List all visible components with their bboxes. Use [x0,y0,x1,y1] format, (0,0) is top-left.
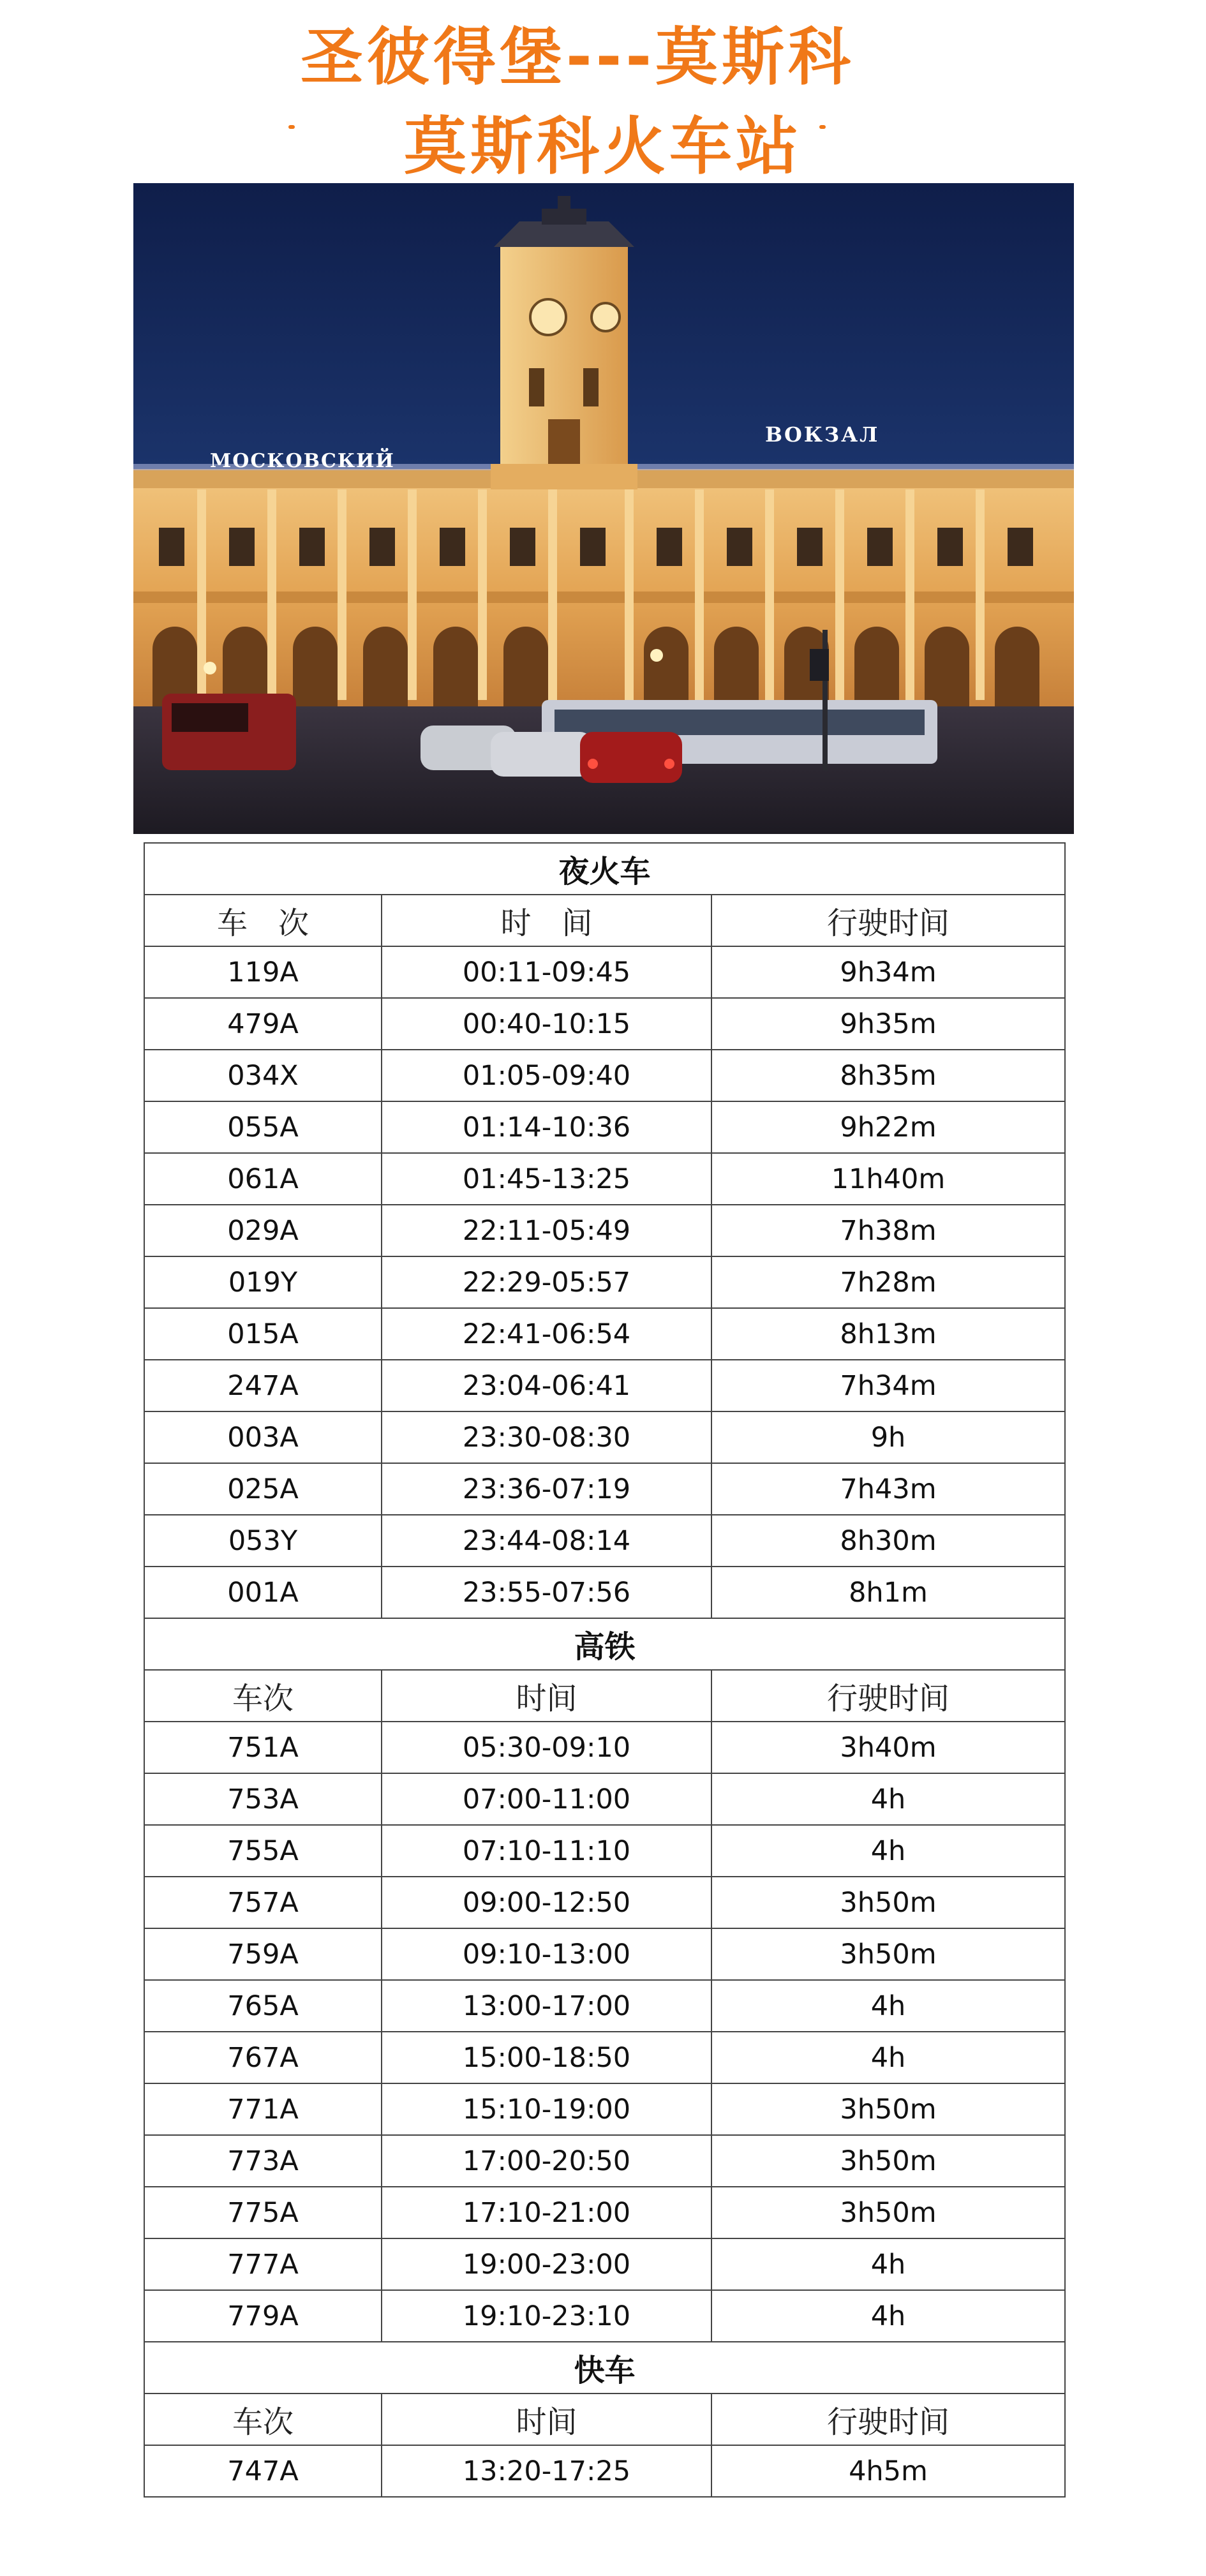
train-number-cell: 015A [144,1308,382,1360]
travel-duration-cell: 9h34m [711,946,1065,998]
table-row [144,1825,1065,1877]
page-title: 圣彼得堡---莫斯科 [300,21,855,94]
train-number-cell: 479A [144,998,382,1050]
schedule-time-cell: 09:10-13:00 [382,1928,711,1980]
schedule-time-cell: 22:11-05:49 [382,1205,711,1256]
schedule-time-cell: 23:04-06:41 [382,1360,711,1411]
train-number-cell: 777A [144,2238,382,2290]
page-subtitle: 莫斯科火车站 [403,110,802,183]
train-number-cell: 003A [144,1411,382,1463]
table-row [144,1722,1065,1773]
table-row [144,1928,1065,1980]
travel-duration-cell: 3h50m [711,2187,1065,2238]
schedule-time-cell: 01:45-13:25 [382,1153,711,1205]
table-row [144,946,1065,998]
train-number-cell: 747A [144,2445,382,2497]
table-row [144,2238,1065,2290]
train-number-cell: 753A [144,1773,382,1825]
column-header: 行驶时间 [711,1670,1065,1722]
column-header-row [144,1670,1065,1722]
schedule-time-cell: 19:10-23:10 [382,2290,711,2342]
schedule-time-cell: 17:00-20:50 [382,2135,711,2187]
table-row [144,2135,1065,2187]
station-photo [133,183,1074,834]
table-row [144,998,1065,1050]
travel-duration-cell: 4h5m [711,2445,1065,2497]
schedule-time-cell: 13:20-17:25 [382,2445,711,2497]
schedule-time-cell: 05:30-09:10 [382,1722,711,1773]
table-row [144,1101,1065,1153]
section-title: 夜火车 [144,843,1065,895]
train-number-cell: 751A [144,1722,382,1773]
travel-duration-cell: 7h34m [711,1360,1065,1411]
train-number-cell: 053Y [144,1515,382,1567]
travel-duration-cell: 3h50m [711,2135,1065,2187]
travel-duration-cell: 8h30m [711,1515,1065,1567]
train-number-cell: 755A [144,1825,382,1877]
section-title-row [144,1618,1065,1670]
schedule-time-cell: 19:00-23:00 [382,2238,711,2290]
schedule-time-cell: 13:00-17:00 [382,1980,711,2032]
travel-duration-cell: 4h [711,1825,1065,1877]
travel-duration-cell: 4h [711,2290,1065,2342]
train-number-cell: 759A [144,1928,382,1980]
schedule-time-cell: 17:10-21:00 [382,2187,711,2238]
schedule-time-cell: 15:00-18:50 [382,2032,711,2083]
travel-duration-cell: 3h40m [711,1722,1065,1773]
train-number-cell: 773A [144,2135,382,2187]
column-header: 车次 [144,2394,382,2445]
schedule-time-cell: 07:10-11:10 [382,1825,711,1877]
train-number-cell: 765A [144,1980,382,2032]
train-number-cell: 779A [144,2290,382,2342]
section-title-row [144,843,1065,895]
travel-duration-cell: 4h [711,1773,1065,1825]
column-header: 时间 [382,1670,711,1722]
travel-duration-cell: 11h40m [711,1153,1065,1205]
schedule-time-cell: 23:55-07:56 [382,1567,711,1618]
table-row [144,1205,1065,1256]
travel-duration-cell: 8h35m [711,1050,1065,1101]
table-row [144,1567,1065,1618]
sign-left: МОСКОВСКИЙ [210,450,395,472]
section-title-row [144,2342,1065,2394]
schedule-time-cell: 15:10-19:00 [382,2083,711,2135]
travel-duration-cell: 8h1m [711,1567,1065,1618]
schedule-time-cell: 22:41-06:54 [382,1308,711,1360]
column-header-row [144,895,1065,946]
table-row [144,2290,1065,2342]
table-row [144,1773,1065,1825]
decorative-dot [288,125,295,129]
train-number-cell: 757A [144,1877,382,1928]
column-header: 时间 [382,2394,711,2445]
travel-duration-cell: 7h43m [711,1463,1065,1515]
train-number-cell: 055A [144,1101,382,1153]
table-row [144,2032,1065,2083]
table-row [144,1411,1065,1463]
train-number-cell: 767A [144,2032,382,2083]
schedule-time-cell: 22:29-05:57 [382,1256,711,1308]
table-row [144,1980,1065,2032]
column-header: 行驶时间 [711,2394,1065,2445]
sign-right: ВОКЗАЛ [765,422,880,447]
schedule-time-cell: 01:14-10:36 [382,1101,711,1153]
table-row [144,1360,1065,1411]
train-number-cell: 025A [144,1463,382,1515]
train-number-cell: 061A [144,1153,382,1205]
schedule-time-cell: 09:00-12:50 [382,1877,711,1928]
travel-duration-cell: 9h22m [711,1101,1065,1153]
table-row [144,1463,1065,1515]
table-row [144,1308,1065,1360]
travel-duration-cell: 4h [711,2032,1065,2083]
travel-duration-cell: 3h50m [711,1928,1065,1980]
train-number-cell: 034X [144,1050,382,1101]
table-row [144,1153,1065,1205]
table-row [144,1877,1065,1928]
column-header: 行驶时间 [711,895,1065,946]
travel-duration-cell: 7h38m [711,1205,1065,1256]
schedule-time-cell: 00:40-10:15 [382,998,711,1050]
column-header: 车 次 [144,895,382,946]
travel-duration-cell: 7h28m [711,1256,1065,1308]
travel-duration-cell: 3h50m [711,2083,1065,2135]
train-number-cell: 001A [144,1567,382,1618]
table-row [144,2445,1065,2497]
decorative-dot [819,125,826,129]
schedule-time-cell: 23:30-08:30 [382,1411,711,1463]
schedule-time-cell: 23:44-08:14 [382,1515,711,1567]
train-number-cell: 247A [144,1360,382,1411]
schedule-time-cell: 00:11-09:45 [382,946,711,998]
schedule-time-cell: 07:00-11:00 [382,1773,711,1825]
travel-duration-cell: 4h [711,1980,1065,2032]
section-title: 高铁 [144,1618,1065,1670]
schedule-time-cell: 23:36-07:19 [382,1463,711,1515]
travel-duration-cell: 9h [711,1411,1065,1463]
schedule-time-cell: 01:05-09:40 [382,1050,711,1101]
train-number-cell: 019Y [144,1256,382,1308]
column-header: 时 间 [382,895,711,946]
train-number-cell: 775A [144,2187,382,2238]
travel-duration-cell: 4h [711,2238,1065,2290]
table-row [144,1050,1065,1101]
travel-duration-cell: 9h35m [711,998,1065,1050]
table-row [144,2083,1065,2135]
train-number-cell: 029A [144,1205,382,1256]
travel-duration-cell: 3h50m [711,1877,1065,1928]
train-number-cell: 119A [144,946,382,998]
section-title: 快车 [144,2342,1065,2394]
train-number-cell: 771A [144,2083,382,2135]
train-timetable [144,842,1066,2498]
table-row [144,1515,1065,1567]
table-row [144,1256,1065,1308]
table-row [144,2187,1065,2238]
travel-duration-cell: 8h13m [711,1308,1065,1360]
column-header: 车次 [144,1670,382,1722]
column-header-row [144,2394,1065,2445]
